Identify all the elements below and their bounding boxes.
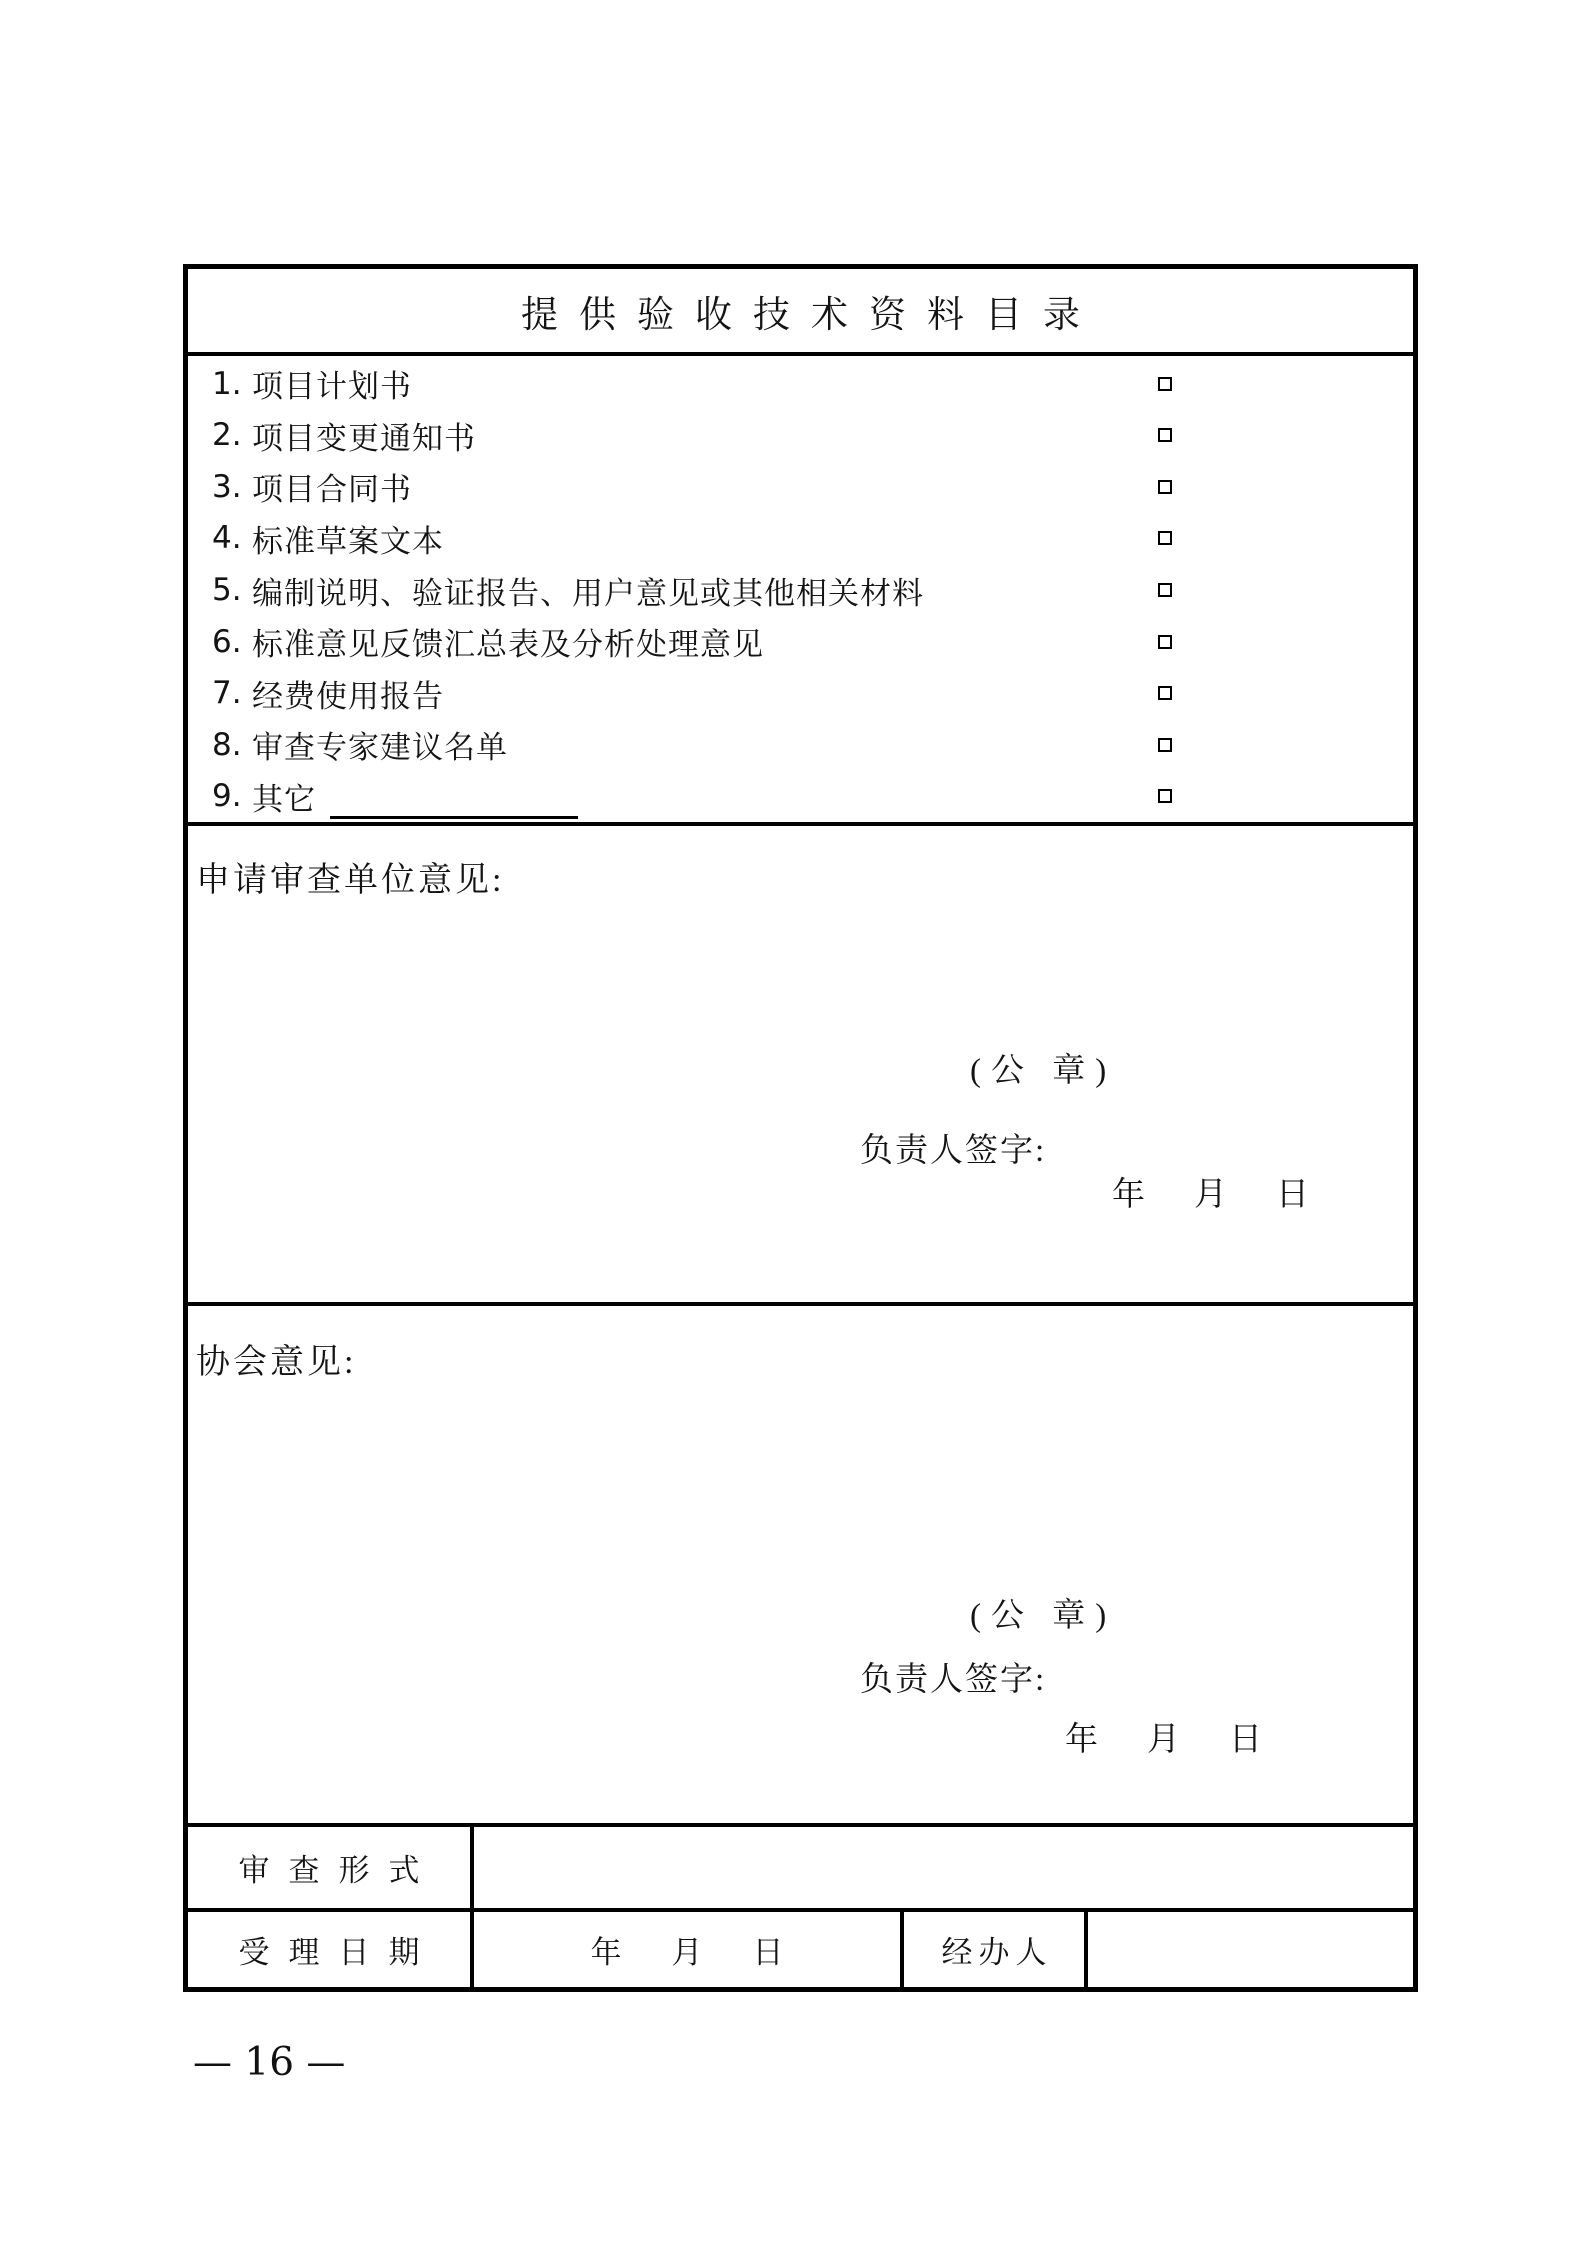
- item-label: 标准草案文本: [252, 523, 444, 559]
- item-label: 编制说明、验证报告、用户意见或其他相关材料: [252, 575, 924, 611]
- item-label: 审查专家建议名单: [252, 730, 508, 766]
- operator-label: 经办人: [904, 1912, 1088, 1987]
- checklist-item: [188, 667, 1413, 719]
- item-checkbox[interactable]: [1158, 635, 1172, 649]
- page-number: — 16 —: [193, 2040, 346, 2085]
- item-checkbox[interactable]: [1158, 686, 1172, 700]
- item-label: 项目合同书: [252, 472, 412, 508]
- checklist-item: [188, 564, 1413, 616]
- date-day-label: 日: [752, 1935, 784, 1970]
- checklist-item: [188, 461, 1413, 513]
- date-month-label: 月: [671, 1935, 703, 1970]
- operator-value-cell[interactable]: [1088, 1912, 1413, 1987]
- review-form-label: 审查形式: [188, 1827, 474, 1908]
- date-line: [1065, 1713, 1413, 1758]
- item-checkbox[interactable]: [1158, 583, 1172, 597]
- item-label: 其它: [252, 781, 316, 817]
- item-number: 8.: [212, 726, 242, 763]
- checklist-item: [188, 616, 1413, 668]
- form-table: [183, 264, 1418, 1992]
- item-number: 6.: [212, 623, 242, 660]
- item-label: 经费使用报告: [252, 678, 444, 714]
- date-line: [591, 1927, 784, 1972]
- review-form-value-cell[interactable]: [474, 1827, 1413, 1908]
- checklist-item: [188, 719, 1413, 771]
- responsible-signature-label: 负责人签字:: [860, 1662, 1047, 1698]
- checklist-item: [188, 358, 1413, 410]
- item-checkbox[interactable]: [1158, 428, 1172, 442]
- item-number: 5.: [212, 572, 242, 609]
- date-line: [1112, 1168, 1413, 1213]
- item-number: 2.: [212, 417, 242, 454]
- applicant-opinion-section: [188, 822, 1413, 1302]
- official-seal-placeholder: (公 章): [970, 1053, 1117, 1089]
- form-title: 提供验收技术资料目录: [521, 294, 1101, 336]
- item-checkbox[interactable]: [1158, 738, 1172, 752]
- item-number: 7.: [212, 675, 242, 712]
- item-number: 1.: [212, 365, 242, 402]
- item-label: 项目变更通知书: [252, 420, 476, 456]
- item-checkbox[interactable]: [1158, 480, 1172, 494]
- responsible-signature-label: 负责人签字:: [860, 1133, 1047, 1169]
- acceptance-date-row: [188, 1908, 1413, 1987]
- checklist-item: [188, 513, 1413, 565]
- item-checkbox[interactable]: [1158, 789, 1172, 803]
- review-form-row: [188, 1823, 1413, 1908]
- date-month-label: 月: [1147, 1722, 1180, 1758]
- item-label: 标准意见反馈汇总表及分析处理意见: [252, 627, 764, 663]
- date-day-label: 日: [1276, 1177, 1309, 1213]
- checklist-item: [188, 410, 1413, 462]
- item-number: 4.: [212, 520, 242, 557]
- date-year-label: 年: [1112, 1177, 1145, 1213]
- association-opinion-section: [188, 1302, 1413, 1823]
- other-fill-blank[interactable]: [330, 782, 578, 819]
- item-number: 3.: [212, 468, 242, 505]
- item-checkbox[interactable]: [1158, 377, 1172, 391]
- acceptance-date-label: 受理日期: [188, 1912, 474, 1987]
- form-title-row: [188, 269, 1413, 352]
- association-opinion-label: 协会意见:: [196, 1344, 357, 1381]
- date-year-label: 年: [1065, 1722, 1098, 1758]
- applicant-opinion-label: 申请审查单位意见:: [196, 862, 505, 899]
- checklist-item: [188, 771, 1413, 823]
- date-year-label: 年: [590, 1935, 622, 1970]
- acceptance-date-cell[interactable]: [474, 1912, 904, 1987]
- item-number: 9.: [212, 778, 242, 815]
- item-checkbox[interactable]: [1158, 531, 1172, 545]
- item-label: 项目计划书: [252, 369, 412, 405]
- date-day-label: 日: [1229, 1722, 1262, 1758]
- date-month-label: 月: [1194, 1177, 1227, 1213]
- official-seal-placeholder: (公 章): [970, 1598, 1117, 1634]
- materials-checklist: [188, 352, 1413, 822]
